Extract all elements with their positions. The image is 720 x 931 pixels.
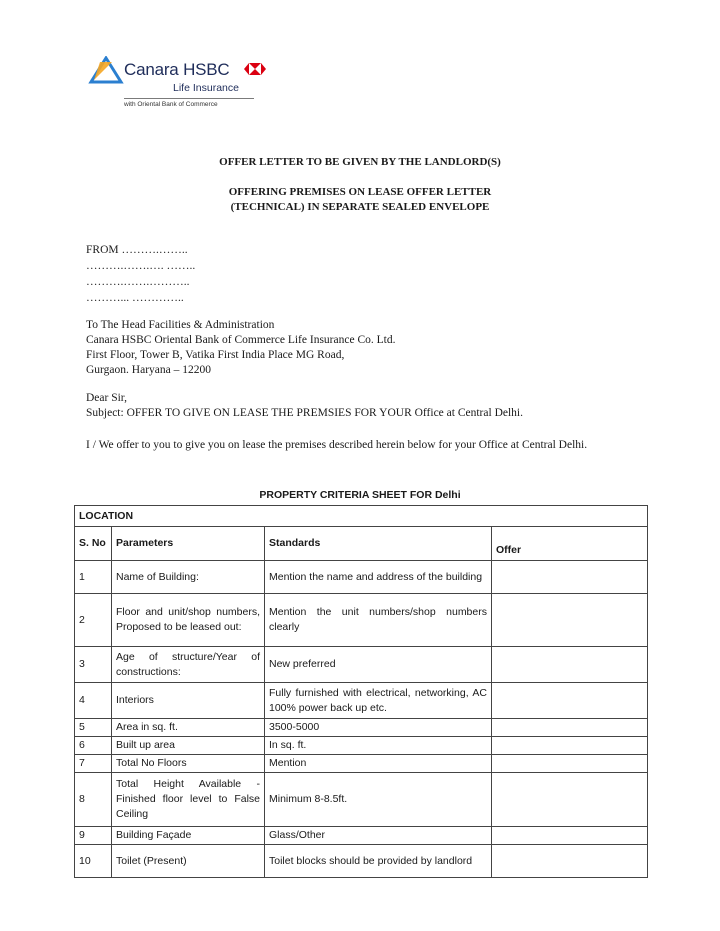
to-line-3: First Floor, Tower B, Vatika First India Place MG Road, — [86, 349, 345, 361]
row-offer-cell[interactable] — [492, 827, 648, 845]
location-section-row — [75, 506, 648, 527]
parameters-header: Parameters — [112, 527, 265, 561]
row-number: 2 — [75, 594, 112, 647]
row-parameter: Floor and unit/shop numbers, Proposed to be leased out: — [112, 594, 265, 647]
offer-header: Offer — [492, 527, 648, 561]
brand-subtitle: Life Insurance — [173, 82, 239, 94]
row-standard: In sq. ft. — [265, 737, 492, 755]
row-number: 4 — [75, 683, 112, 719]
row-number: 8 — [75, 773, 112, 827]
letter-subheading-2: (TECHNICAL) IN SEPARATE SEALED ENVELOPE — [230, 201, 490, 213]
table-header-row — [75, 527, 648, 561]
row-offer-cell[interactable] — [492, 594, 648, 647]
row-number: 9 — [75, 827, 112, 845]
canara-triangle-icon — [88, 56, 124, 86]
row-parameter: Total No Floors — [112, 755, 265, 773]
row-standard: New preferred — [265, 647, 492, 683]
from-line-1: FROM ……….…….. — [86, 244, 188, 256]
table-row — [75, 827, 648, 845]
table-row — [75, 737, 648, 755]
row-number: 7 — [75, 755, 112, 773]
row-number: 1 — [75, 561, 112, 594]
brand-tagline: with Oriental Bank of Commerce — [124, 101, 218, 108]
logo-divider — [124, 98, 254, 99]
location-label: LOCATION — [75, 506, 648, 527]
sno-header: S. No — [75, 527, 112, 561]
table-row — [75, 594, 648, 647]
table-row — [75, 845, 648, 878]
table-row — [75, 683, 648, 719]
row-parameter: Building Façade — [112, 827, 265, 845]
row-offer-cell[interactable] — [492, 845, 648, 878]
row-parameter: Interiors — [112, 683, 265, 719]
table-row — [75, 719, 648, 737]
row-number: 5 — [75, 719, 112, 737]
row-parameter: Area in sq. ft. — [112, 719, 265, 737]
row-offer-cell[interactable] — [492, 647, 648, 683]
table-row — [75, 755, 648, 773]
row-standard: Glass/Other — [265, 827, 492, 845]
to-line-2: Canara HSBC Oriental Bank of Commerce Life Insurance Co. Ltd. — [86, 334, 396, 346]
hsbc-hexagon-icon — [244, 63, 266, 75]
table-row — [75, 561, 648, 594]
subject-line: Subject: OFFER TO GIVE ON LEASE THE PREMSIES FOR YOUR Office at Central Delhi. — [86, 407, 523, 419]
to-line-4: Gurgaon. Haryana – 12200 — [86, 364, 211, 376]
row-parameter: Built up area — [112, 737, 265, 755]
letter-subheading-1: OFFERING PREMISES ON LEASE OFFER LETTER — [228, 186, 492, 198]
row-offer-cell[interactable] — [492, 561, 648, 594]
row-standard: Mention the name and address of the building — [265, 561, 492, 594]
brand-name: Canara HSBC — [124, 60, 230, 79]
from-line-4: ………... ………….. — [86, 292, 184, 304]
company-logo — [88, 56, 273, 116]
row-number: 3 — [75, 647, 112, 683]
row-standard: Mention the unit numbers/shop numbers clearly — [265, 594, 492, 647]
row-number: 6 — [75, 737, 112, 755]
standards-header: Standards — [265, 527, 492, 561]
offer-paragraph: I / We offer to you to give you on lease the premises described herein below for your Office at Central Delhi. — [86, 439, 588, 451]
from-line-2: ……….…….…. …….. — [86, 260, 196, 272]
row-standard: 3500-5000 — [265, 719, 492, 737]
row-offer-cell[interactable] — [492, 719, 648, 737]
salutation: Dear Sir, — [86, 392, 128, 404]
row-standard: Minimum 8-8.5ft. — [265, 773, 492, 827]
from-line-3: ……….…….……….. — [86, 276, 190, 288]
property-criteria-table — [74, 505, 648, 878]
row-parameter: Toilet (Present) — [112, 845, 265, 878]
row-parameter: Name of Building: — [112, 561, 265, 594]
row-standard: Fully furnished with electrical, networking, AC 100% power back up etc. — [265, 683, 492, 719]
row-offer-cell[interactable] — [492, 773, 648, 827]
row-offer-cell[interactable] — [492, 755, 648, 773]
row-number: 10 — [75, 845, 112, 878]
row-offer-cell[interactable] — [492, 737, 648, 755]
row-offer-cell[interactable] — [492, 683, 648, 719]
row-standard: Toilet blocks should be provided by landlord — [265, 845, 492, 878]
criteria-sheet-title: PROPERTY CRITERIA SHEET FOR Delhi — [259, 489, 461, 501]
row-parameter: Total Height Available - Finished floor level to False Ceiling — [112, 773, 265, 827]
table-row — [75, 773, 648, 827]
row-parameter: Age of structure/Year of constructions: — [112, 647, 265, 683]
row-standard: Mention — [265, 755, 492, 773]
table-row — [75, 647, 648, 683]
letter-heading: OFFER LETTER TO BE GIVEN BY THE LANDLORD(S) — [219, 156, 501, 168]
to-line-1: To The Head Facilities & Administration — [86, 319, 275, 331]
